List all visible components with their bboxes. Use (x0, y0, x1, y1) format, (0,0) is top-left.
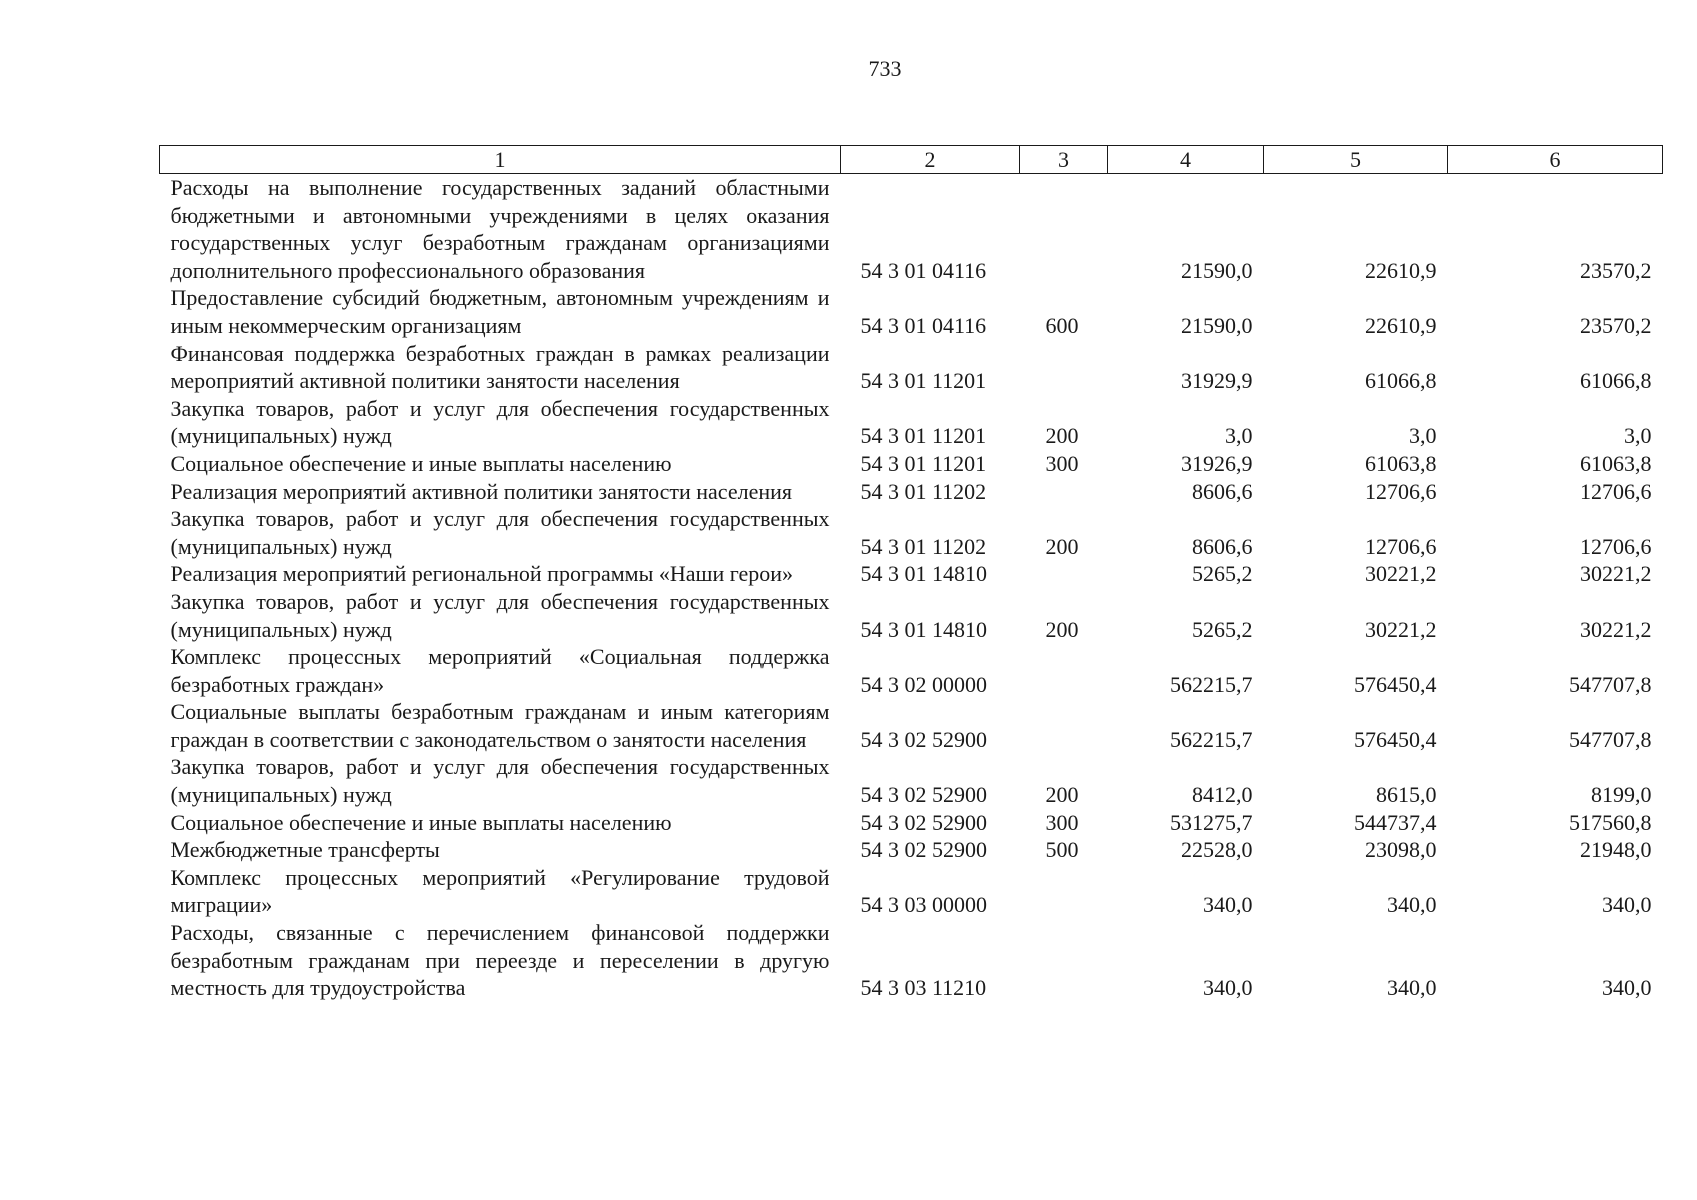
row-value-5: 340,0 (1387, 975, 1437, 1001)
row-name: Реализация мероприятий активной политики занятости населения (170, 478, 793, 504)
row-name: Межбюджетные трансферты (170, 837, 440, 863)
row-vr (1020, 560, 1108, 588)
row-value-6: 30221,2 (1580, 561, 1652, 587)
header-col-3: 3 (1020, 146, 1108, 174)
row-vr: 300 (1045, 809, 1079, 835)
row-value-4: 21590,0 (1181, 257, 1253, 283)
row-value-6: 517560,8 (1569, 809, 1652, 835)
row-value-5: 12706,6 (1365, 478, 1437, 504)
row-value-4: 531275,7 (1170, 809, 1253, 835)
table-row (160, 560, 1663, 588)
row-value-5: 61066,8 (1365, 368, 1437, 394)
page-number: 733 (868, 56, 902, 81)
row-code: 54 3 01 11201 (860, 423, 987, 449)
row-vr (1020, 698, 1108, 753)
table-row (160, 836, 1663, 864)
table-row (160, 864, 1663, 919)
table-row (160, 588, 1663, 643)
row-value-4: 21590,0 (1181, 312, 1253, 338)
row-value-5: 22610,9 (1365, 312, 1437, 338)
header-col-6: 6 (1448, 146, 1663, 174)
row-vr: 200 (1045, 782, 1079, 808)
table-row (160, 643, 1663, 698)
row-value-6: 61063,8 (1580, 450, 1652, 476)
budget-table (159, 145, 1663, 1002)
table-row (160, 505, 1663, 560)
row-value-5: 8615,0 (1376, 782, 1437, 808)
row-value-6: 12706,6 (1580, 478, 1652, 504)
row-value-6: 61066,8 (1580, 368, 1652, 394)
row-code: 54 3 01 04116 (860, 312, 987, 338)
row-value-4: 3,0 (1225, 423, 1253, 449)
header-col-4: 4 (1108, 146, 1264, 174)
row-value-6: 547707,8 (1569, 726, 1652, 752)
table-row (160, 174, 1663, 285)
row-name: Комплекс процессных мероприятий «Регулирование трудовой миграции» (170, 864, 830, 918)
row-vr (1020, 864, 1108, 919)
row-name: Комплекс процессных мероприятий «Социальная поддержка безработных граждан» (170, 644, 830, 697)
row-value-4: 8606,6 (1192, 478, 1253, 504)
table-row (160, 919, 1663, 1002)
row-code: 54 3 03 00000 (860, 892, 987, 918)
row-value-6: 12706,6 (1580, 533, 1652, 559)
row-value-4: 5265,2 (1192, 561, 1253, 587)
table-row (160, 753, 1663, 808)
row-code: 54 3 01 04116 (860, 257, 987, 283)
table-row (160, 284, 1663, 339)
table-row (160, 478, 1663, 506)
row-vr: 300 (1045, 450, 1079, 476)
row-value-4: 8606,6 (1192, 533, 1253, 559)
row-vr: 200 (1045, 423, 1079, 449)
row-value-5: 61063,8 (1365, 450, 1437, 476)
row-value-5: 576450,4 (1354, 726, 1437, 752)
header-col-5: 5 (1264, 146, 1448, 174)
row-value-5: 23098,0 (1365, 837, 1437, 863)
row-code: 54 3 02 52900 (860, 782, 987, 808)
row-name: Реализация мероприятий региональной программы «Наши герои» (170, 561, 793, 587)
row-code: 54 3 01 14810 (860, 561, 987, 587)
row-value-4: 22528,0 (1181, 837, 1253, 863)
row-code: 54 3 02 52900 (860, 837, 987, 863)
row-value-4: 562215,7 (1170, 671, 1253, 697)
row-value-6: 30221,2 (1580, 616, 1652, 642)
row-code: 54 3 01 11201 (860, 450, 987, 476)
row-vr (1020, 643, 1108, 698)
row-vr (1020, 174, 1108, 285)
table-row (160, 340, 1663, 395)
header-row (160, 146, 1663, 174)
row-code: 54 3 03 11210 (860, 975, 987, 1001)
row-value-4: 8412,0 (1192, 782, 1253, 808)
table-header (160, 146, 1663, 174)
table-row (160, 450, 1663, 478)
header-col-2: 2 (841, 146, 1020, 174)
row-name: Закупка товаров, работ и услуг для обеспечения государственных (муниципальных) нужд (170, 506, 830, 559)
row-value-6: 547707,8 (1569, 671, 1652, 697)
row-name: Социальное обеспечение и иные выплаты населению (170, 809, 672, 835)
row-vr (1020, 919, 1108, 1002)
row-value-5: 340,0 (1387, 892, 1437, 918)
table-row (160, 698, 1663, 753)
row-value-4: 31926,9 (1181, 450, 1253, 476)
row-value-4: 340,0 (1203, 892, 1253, 918)
row-value-6: 8199,0 (1591, 782, 1652, 808)
row-value-5: 576450,4 (1354, 671, 1437, 697)
row-name: Закупка товаров, работ и услуг для обеспечения государственных (муниципальных) нужд (170, 588, 830, 642)
row-value-6: 3,0 (1624, 423, 1652, 449)
row-vr: 500 (1045, 837, 1079, 863)
row-value-5: 22610,9 (1365, 257, 1437, 283)
row-name: Социальное обеспечение и иные выплаты населению (170, 450, 672, 476)
row-value-6: 340,0 (1602, 975, 1652, 1001)
row-value-4: 5265,2 (1192, 616, 1253, 642)
row-vr (1020, 478, 1108, 506)
row-name: Закупка товаров, работ и услуг для обеспечения государственных (муниципальных) нужд (170, 754, 830, 808)
table-body (160, 174, 1663, 1002)
row-name: Финансовая поддержка безработных граждан в рамках реализации мероприятий активной политики занятости населения (170, 340, 830, 394)
row-code: 54 3 01 11202 (860, 478, 987, 504)
row-value-5: 30221,2 (1365, 561, 1437, 587)
row-value-5: 12706,6 (1365, 533, 1437, 559)
row-value-5: 544737,4 (1354, 809, 1437, 835)
row-vr: 200 (1045, 616, 1079, 642)
row-vr: 600 (1045, 312, 1079, 338)
row-value-4: 340,0 (1203, 975, 1253, 1001)
row-code: 54 3 01 11201 (860, 368, 987, 394)
budget-table-container (159, 145, 1662, 1002)
row-name: Расходы, связанные с перечислением финансовой поддержки безработным гражданам при переезде и переселении в другую местность для трудоустройства (170, 920, 830, 1001)
row-vr: 200 (1045, 533, 1079, 559)
row-code: 54 3 01 11202 (860, 533, 987, 559)
row-code: 54 3 02 52900 (860, 726, 987, 752)
row-value-6: 23570,2 (1580, 257, 1652, 283)
table-row (160, 809, 1663, 837)
row-value-5: 30221,2 (1365, 616, 1437, 642)
row-code: 54 3 02 52900 (860, 809, 987, 835)
row-code: 54 3 02 00000 (860, 671, 987, 697)
row-value-5: 3,0 (1409, 423, 1437, 449)
table-row (160, 395, 1663, 450)
header-col-1: 1 (160, 146, 841, 174)
row-value-6: 21948,0 (1580, 837, 1652, 863)
row-name: Расходы на выполнение государственных заданий областными бюджетными и автономными учреждениями в целях оказания государственных услуг безработным гражданам организациями дополнительного профессионального образования (170, 175, 830, 283)
row-value-4: 562215,7 (1170, 726, 1253, 752)
row-name: Закупка товаров, работ и услуг для обеспечения государственных (муниципальных) нужд (170, 395, 830, 449)
row-value-4: 31929,9 (1181, 368, 1253, 394)
row-code: 54 3 01 14810 (860, 616, 987, 642)
row-value-6: 340,0 (1602, 892, 1652, 918)
row-name: Социальные выплаты безработным гражданам и иным категориям граждан в соответствии с законодательством о занятости населения (170, 699, 830, 752)
row-name: Предоставление субсидий бюджетным, автономным учреждениям и иным некоммерческим организациям (170, 285, 830, 338)
row-value-6: 23570,2 (1580, 312, 1652, 338)
row-vr (1020, 340, 1108, 395)
